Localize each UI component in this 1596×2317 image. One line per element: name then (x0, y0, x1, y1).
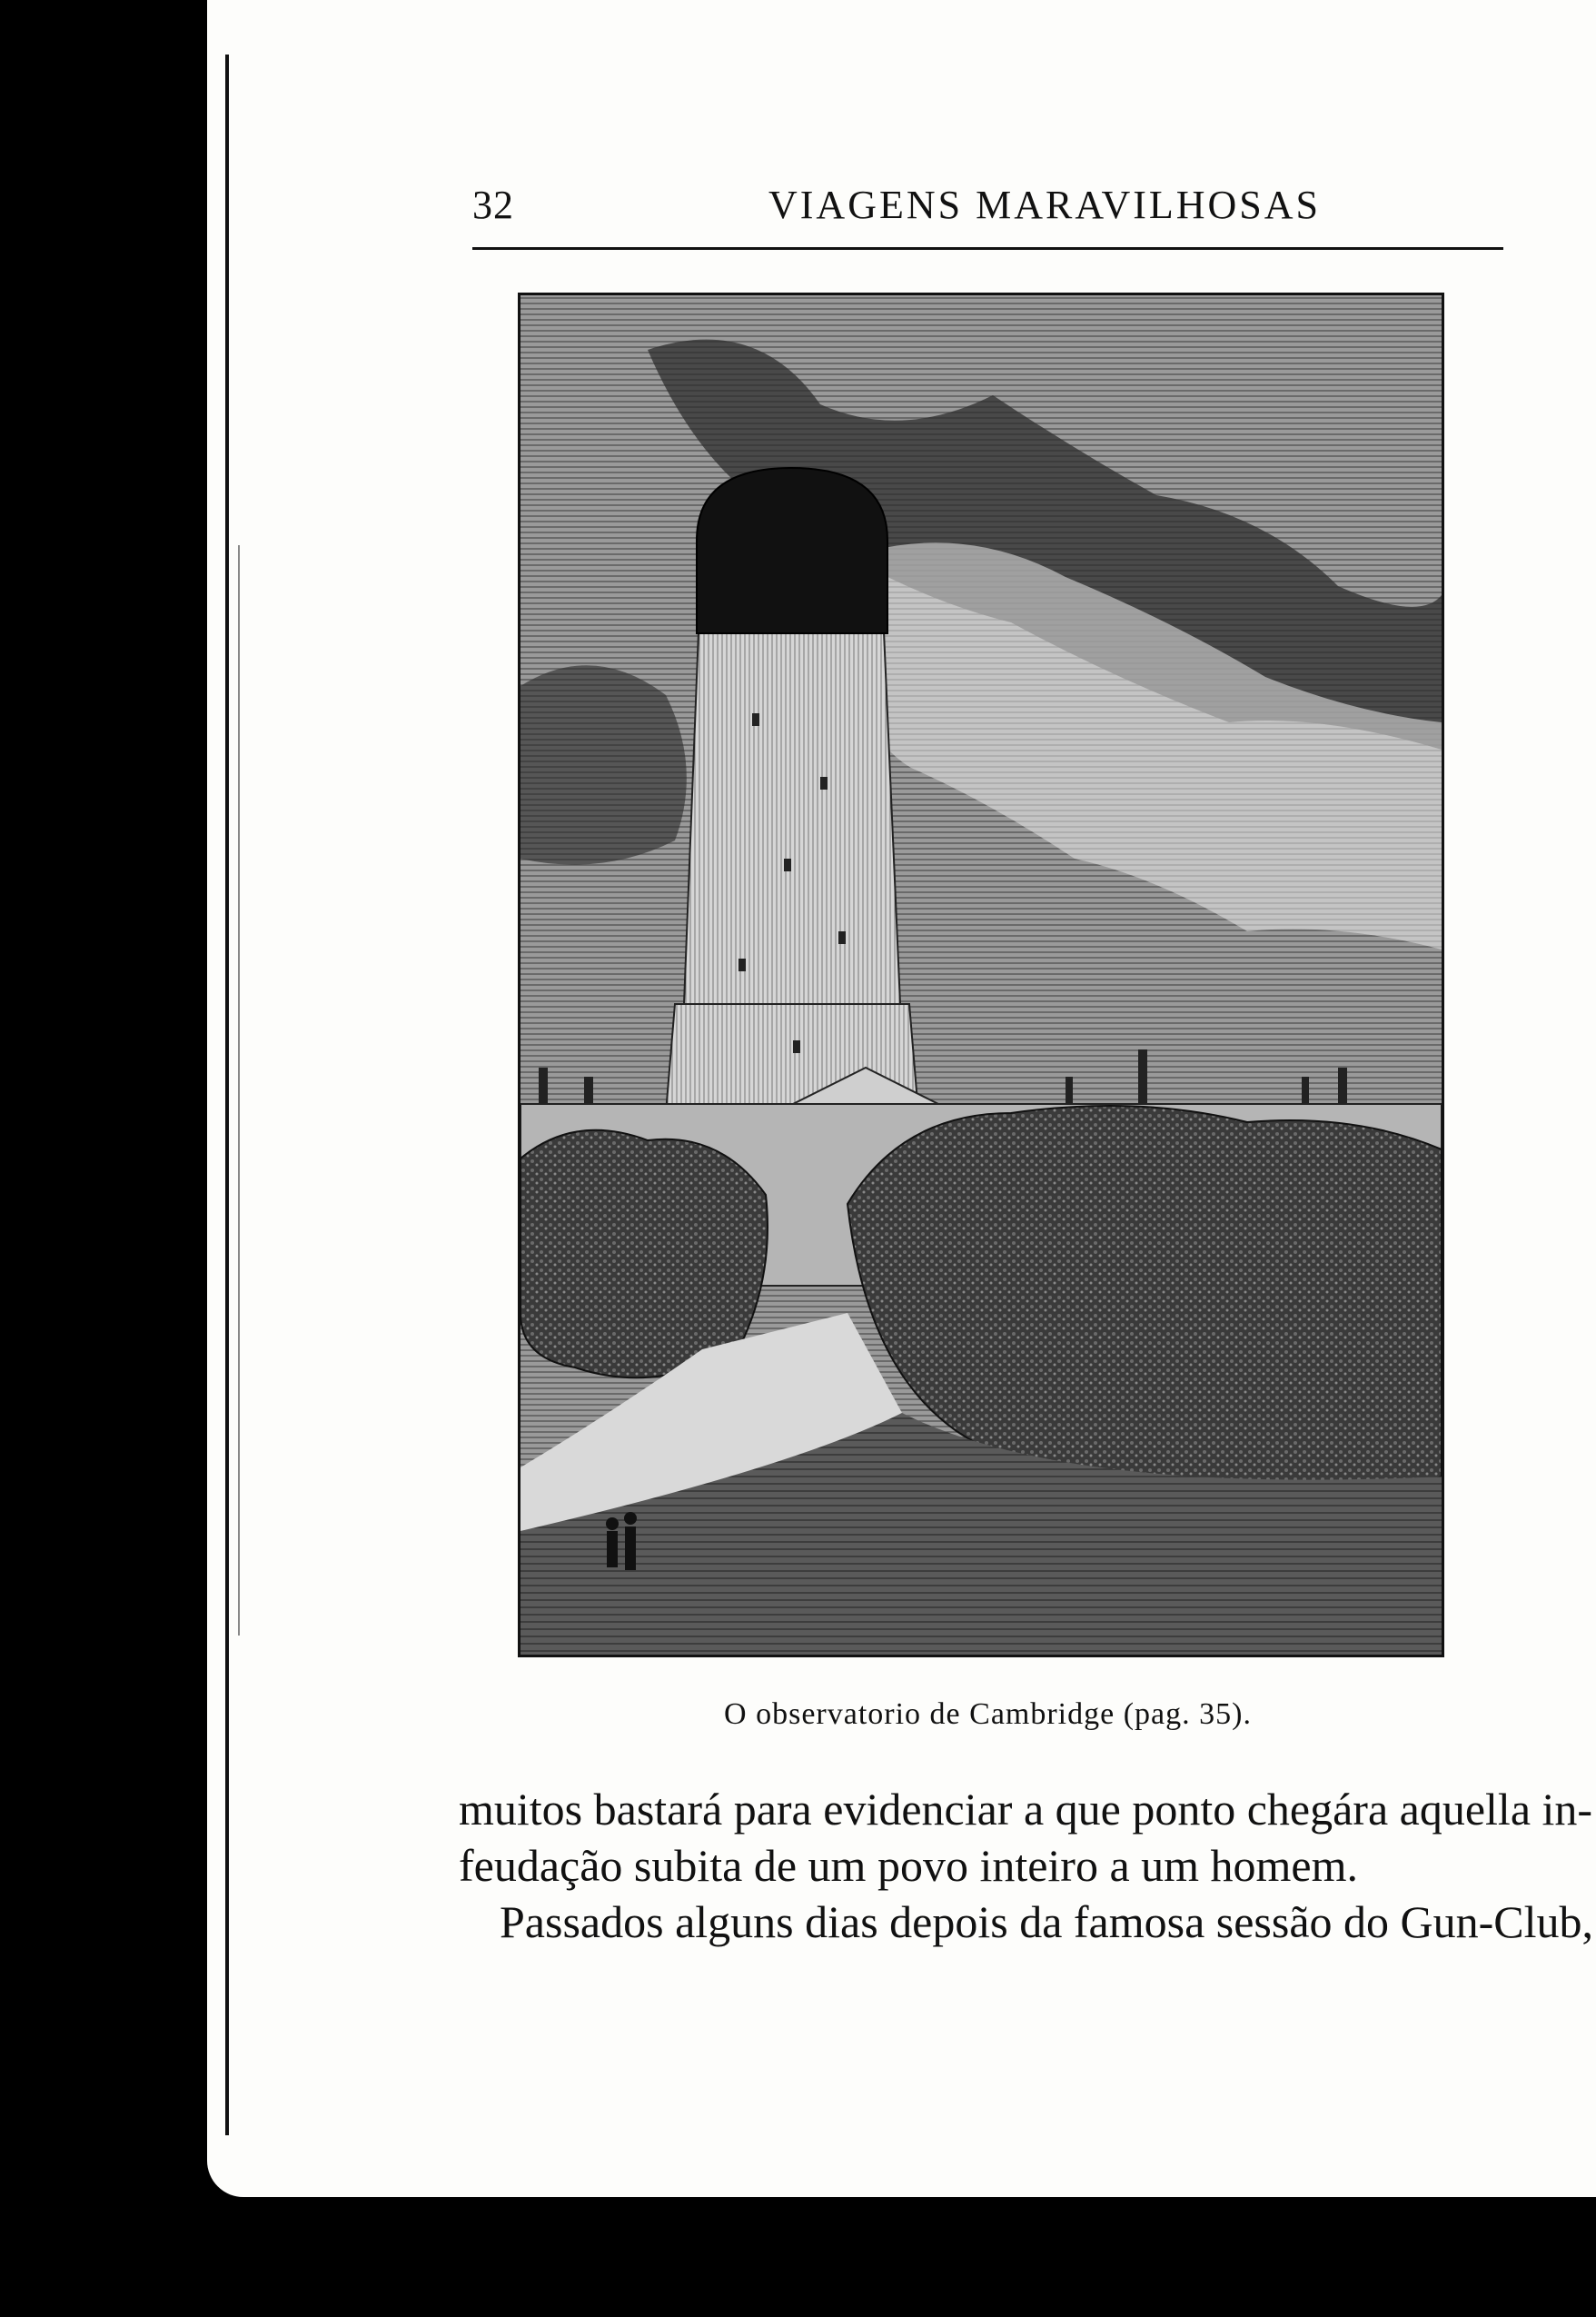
engraving-image (520, 295, 1442, 1655)
page-number: 32 (472, 183, 514, 227)
tower-dome (697, 468, 887, 633)
body-line: feudação subita de um povo inteiro a um homem. (459, 1840, 1359, 1891)
body-text (459, 1781, 1594, 1950)
cloud-left (520, 665, 687, 864)
page-header (472, 182, 1503, 236)
running-title: VIAGENS MARAVILHOSAS (768, 183, 1322, 227)
observatory-engraving (518, 293, 1444, 1657)
body-line: Passados alguns dias depois da famosa sessão do Gun-Club, (500, 1896, 1594, 1947)
tower-shaft (684, 631, 900, 1004)
trees-left (520, 1130, 768, 1378)
body-line: muitos bastará para evidenciar a que ponto chegára aquella in- (459, 1784, 1593, 1835)
header-rule (472, 247, 1503, 250)
figure-caption: O observatorio de Cambridge (pag. 35). (724, 1697, 1252, 1731)
page-edge-line-inner (238, 545, 240, 1636)
page-edge-line (225, 55, 229, 2135)
